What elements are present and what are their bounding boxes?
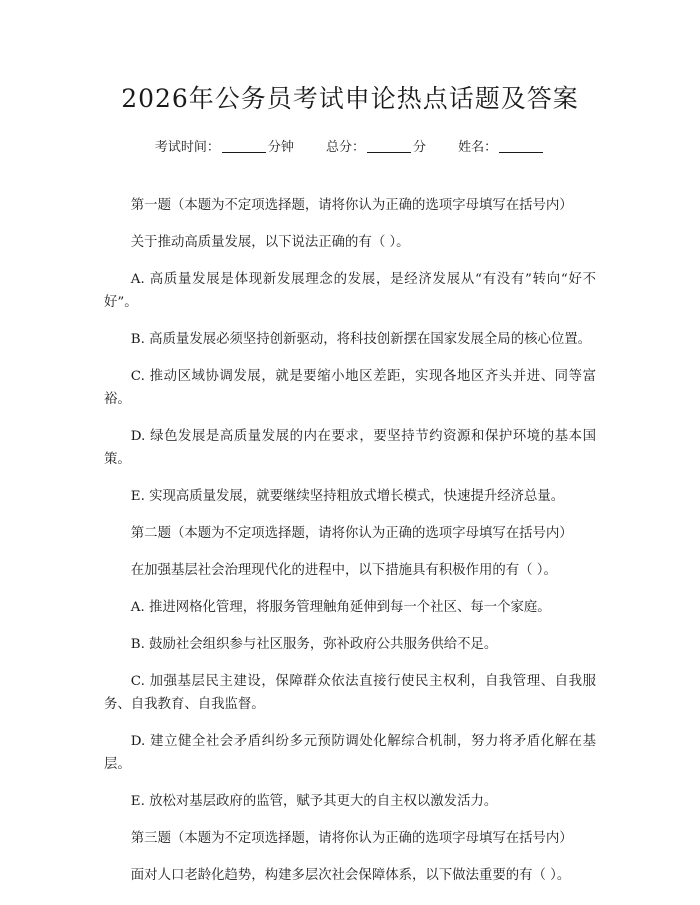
question-1-option-b: B. 高质量发展必须坚持创新驱动，将科技创新摆在国家发展全局的核心位置。 xyxy=(130,332,592,347)
question-3-header: 第三题（本题为不定项选择题，请将你认为正确的选项字母填写在括号内） xyxy=(130,831,573,846)
question-1-option-a: A. 高质量发展是体现新发展理念的发展，是经济发展从“有没有”转向“好不好”。 xyxy=(104,272,596,310)
question-2-option-a: A. 推进网格化管理，将服务管理触角延伸到每一个社区、每一个家庭。 xyxy=(130,600,551,615)
question-1-option-e: E. 实现高质量发展，就要继续坚持粗放式增长模式，快速提升经济总量。 xyxy=(130,489,565,504)
total-score-blank xyxy=(367,138,411,153)
question-1-option-c: C. 推动区域协调发展，就是要缩小地区差距，实现各地区齐头并进、同等富裕。 xyxy=(104,369,596,407)
exam-time-label: 考试时间： xyxy=(154,140,220,155)
name-field xyxy=(458,138,545,158)
exam-content xyxy=(104,194,596,887)
question-2-header: 第二题（本题为不定项选择题，请将你认为正确的选项字母填写在括号内） xyxy=(130,526,573,541)
question-2-option-d: D. 建立健全社会矛盾纠纷多元预防调处化解综合机制，努力将矛盾化解在基层。 xyxy=(104,734,596,772)
total-score-label: 总分： xyxy=(325,140,365,155)
exam-time-field xyxy=(155,138,294,158)
question-3-stem: 面对人口老龄化趋势，构建多层次社会保障体系，以下做法重要的有（ ）。 xyxy=(130,868,571,883)
question-1-header: 第一题（本题为不定项选择题，请将你认为正确的选项字母填写在括号内） xyxy=(130,198,573,213)
question-1-stem: 关于推动高质量发展，以下说法正确的有（ ）。 xyxy=(130,235,410,250)
question-2-option-c: C. 加强基层民主建设，保障群众依法直接行使民主权利，自我管理、自我服务、自我教育、自我监督。 xyxy=(104,674,596,712)
total-score-unit: 分 xyxy=(413,140,427,155)
question-2-option-e: E. 放松对基层政府的监管，赋予其更大的自主权以激发活力。 xyxy=(130,794,498,809)
exam-info-line xyxy=(104,138,596,158)
name-blank xyxy=(499,138,543,153)
exam-time-unit: 分钟 xyxy=(267,140,294,155)
total-score-field xyxy=(326,138,426,158)
exam-time-blank xyxy=(222,138,266,153)
page-title: 2026年公务员考试申论热点话题及答案 xyxy=(121,84,579,113)
question-2-stem: 在加强基层社会治理现代化的进程中，以下措施具有积极作用的有（ ）。 xyxy=(130,563,557,578)
name-label: 姓名： xyxy=(458,140,498,155)
question-1-option-d: D. 绿色发展是高质量发展的内在要求，要坚持节约资源和保护环境的基本国策。 xyxy=(104,429,596,467)
question-2-option-b: B. 鼓励社会组织参与社区服务，弥补政府公共服务供给不足。 xyxy=(130,637,498,652)
